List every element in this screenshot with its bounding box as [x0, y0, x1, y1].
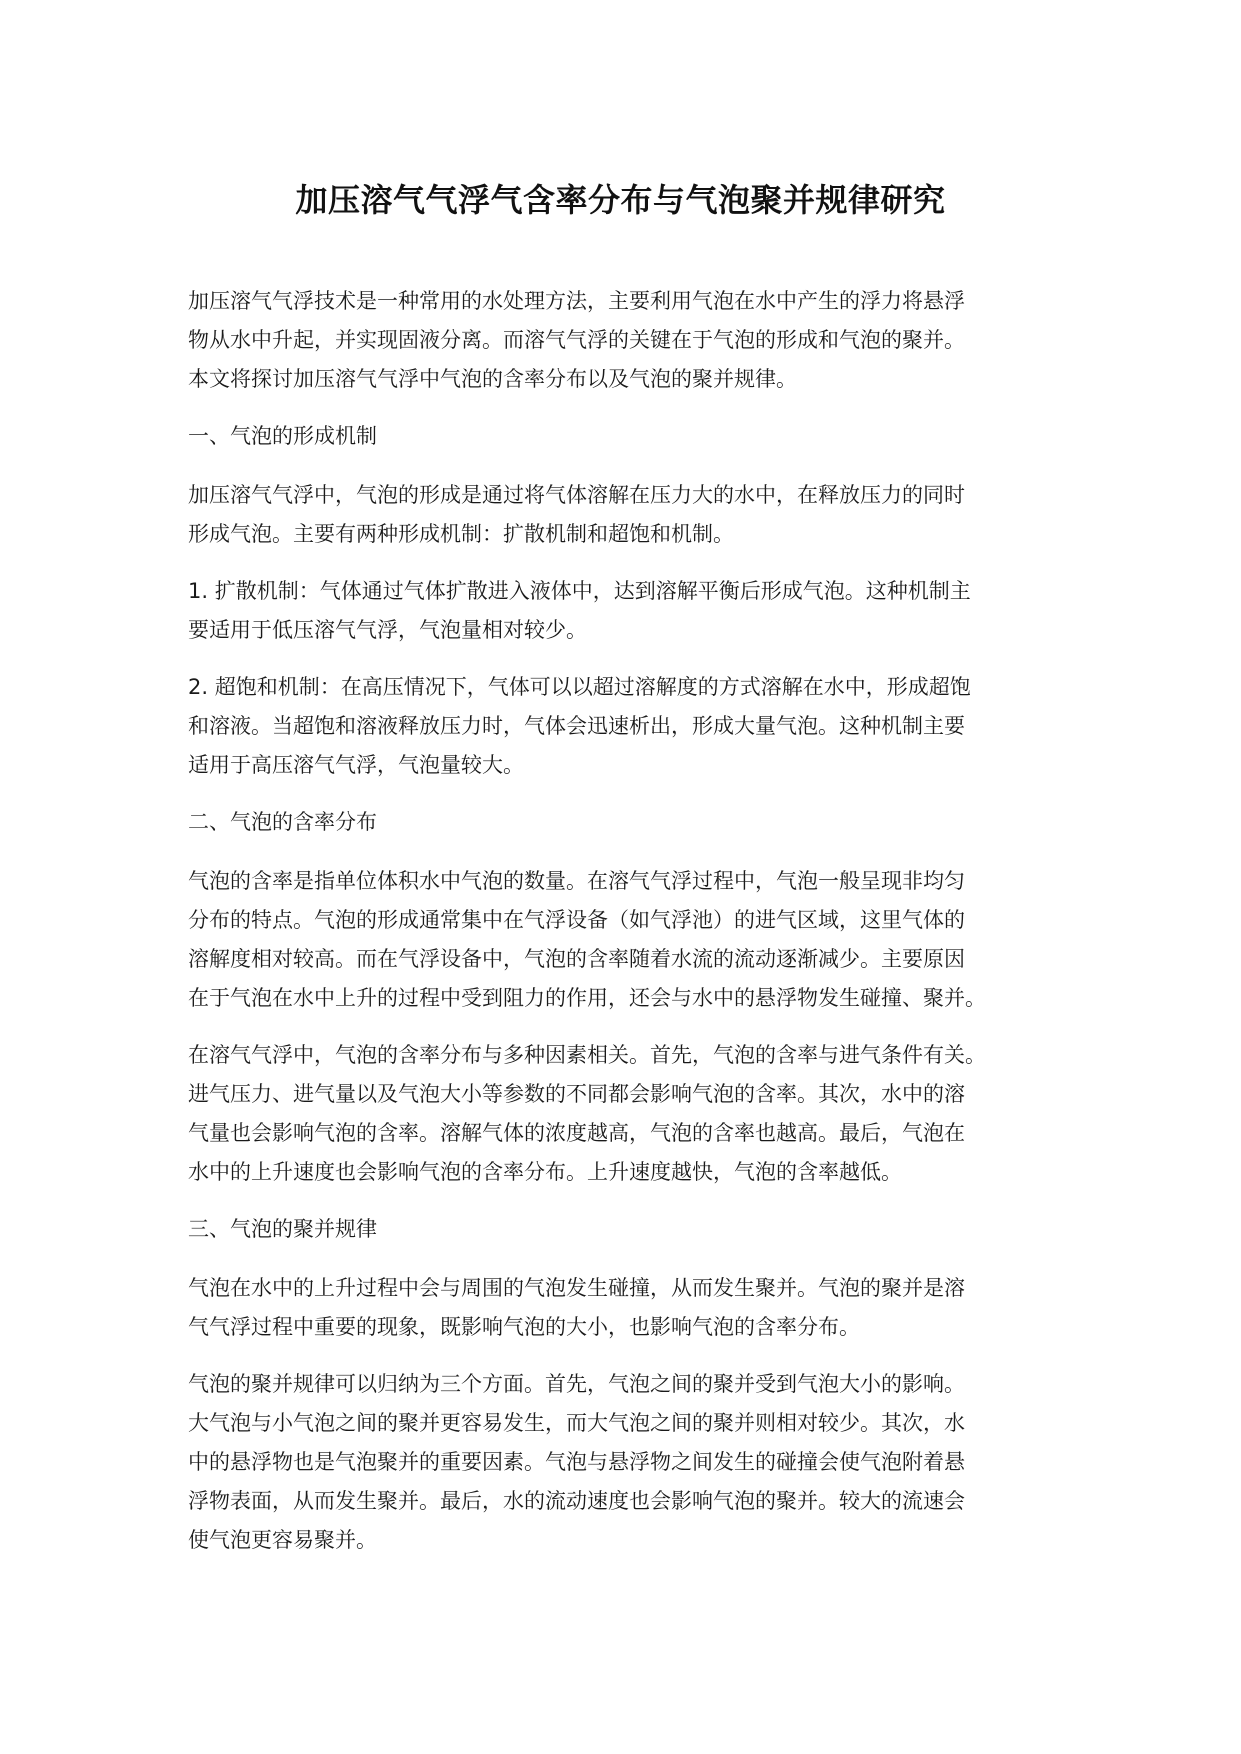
text-line: 要适用于低压溶气气浮，气泡量相对较少。 [188, 618, 587, 642]
paragraph [188, 476, 1068, 554]
text-line: 适用于高压溶气气浮，气泡量较大。 [188, 753, 524, 777]
text-line: 加压溶气气浮技术是一种常用的水处理方法，主要利用气泡在水中产生的浮力将悬浮 [188, 289, 965, 313]
list-item-supersaturation [188, 668, 1068, 785]
text-line: 在于气泡在水中上升的过程中受到阻力的作用，还会与水中的悬浮物发生碰撞、聚并。 [188, 986, 986, 1010]
text-line: 本文将探讨加压溶气气浮中气泡的含率分布以及气泡的聚并规律。 [188, 367, 797, 391]
text-line: 气泡的聚并规律可以归纳为三个方面。首先，气泡之间的聚并受到气泡大小的影响。 [188, 1372, 965, 1396]
text-line: 分布的特点。气泡的形成通常集中在气浮设备（如气浮池）的进气区域，这里气体的 [188, 908, 965, 932]
paragraph [188, 862, 1068, 1018]
text-line: 溶解度相对较高。而在气浮设备中，气泡的含率随着水流的流动逐渐减少。主要原因 [188, 947, 965, 971]
text-line: 在溶气气浮中，气泡的含率分布与多种因素相关。首先，气泡的含率与进气条件有关。 [188, 1043, 986, 1067]
section-heading-coalescence: 三、气泡的聚并规律 [188, 1217, 377, 1241]
document-title: 加压溶气气浮气含率分布与气泡聚并规律研究 [295, 181, 946, 219]
text-line: 和溶液。当超饱和溶液释放压力时，气体会迅速析出，形成大量气泡。这种机制主要 [188, 714, 965, 738]
text-line: 2. 超饱和机制：在高压情况下，气体可以以超过溶解度的方式溶解在水中，形成超饱 [188, 675, 971, 699]
paragraph [188, 1036, 1068, 1192]
list-item-diffusion [188, 572, 1068, 650]
paragraph [188, 1365, 1068, 1560]
paragraph [188, 1269, 1068, 1347]
document-body [188, 282, 1068, 1578]
text-line: 气泡的含率是指单位体积水中气泡的数量。在溶气气浮过程中，气泡一般呈现非均匀 [188, 869, 965, 893]
text-line: 气量也会影响气泡的含率。溶解气体的浓度越高，气泡的含率也越高。最后，气泡在 [188, 1121, 965, 1145]
text-line: 气泡在水中的上升过程中会与周围的气泡发生碰撞，从而发生聚并。气泡的聚并是溶 [188, 1276, 965, 1300]
text-line: 使气泡更容易聚并。 [188, 1528, 377, 1552]
text-line: 形成气泡。主要有两种形成机制：扩散机制和超饱和机制。 [188, 522, 734, 546]
section-heading-formation: 一、气泡的形成机制 [188, 424, 377, 448]
text-line: 大气泡与小气泡之间的聚并更容易发生，而大气泡之间的聚并则相对较少。其次，水 [188, 1411, 965, 1435]
text-line: 物从水中升起，并实现固液分离。而溶气气浮的关键在于气泡的形成和气泡的聚并。 [188, 328, 965, 352]
text-line: 气气浮过程中重要的现象，既影响气泡的大小，也影响气泡的含率分布。 [188, 1315, 860, 1339]
text-line: 1. 扩散机制：气体通过气体扩散进入液体中，达到溶解平衡后形成气泡。这种机制主 [188, 579, 971, 603]
text-line: 加压溶气气浮中，气泡的形成是通过将气体溶解在压力大的水中，在释放压力的同时 [188, 483, 965, 507]
text-line: 浮物表面，从而发生聚并。最后，水的流动速度也会影响气泡的聚并。较大的流速会 [188, 1489, 965, 1513]
text-line: 中的悬浮物也是气泡聚并的重要因素。气泡与悬浮物之间发生的碰撞会使气泡附着悬 [188, 1450, 965, 1474]
section-heading-distribution: 二、气泡的含率分布 [188, 810, 377, 834]
text-line: 进气压力、进气量以及气泡大小等参数的不同都会影响气泡的含率。其次，水中的溶 [188, 1082, 965, 1106]
intro-paragraph [188, 282, 1068, 399]
text-line: 水中的上升速度也会影响气泡的含率分布。上升速度越快，气泡的含率越低。 [188, 1160, 902, 1184]
